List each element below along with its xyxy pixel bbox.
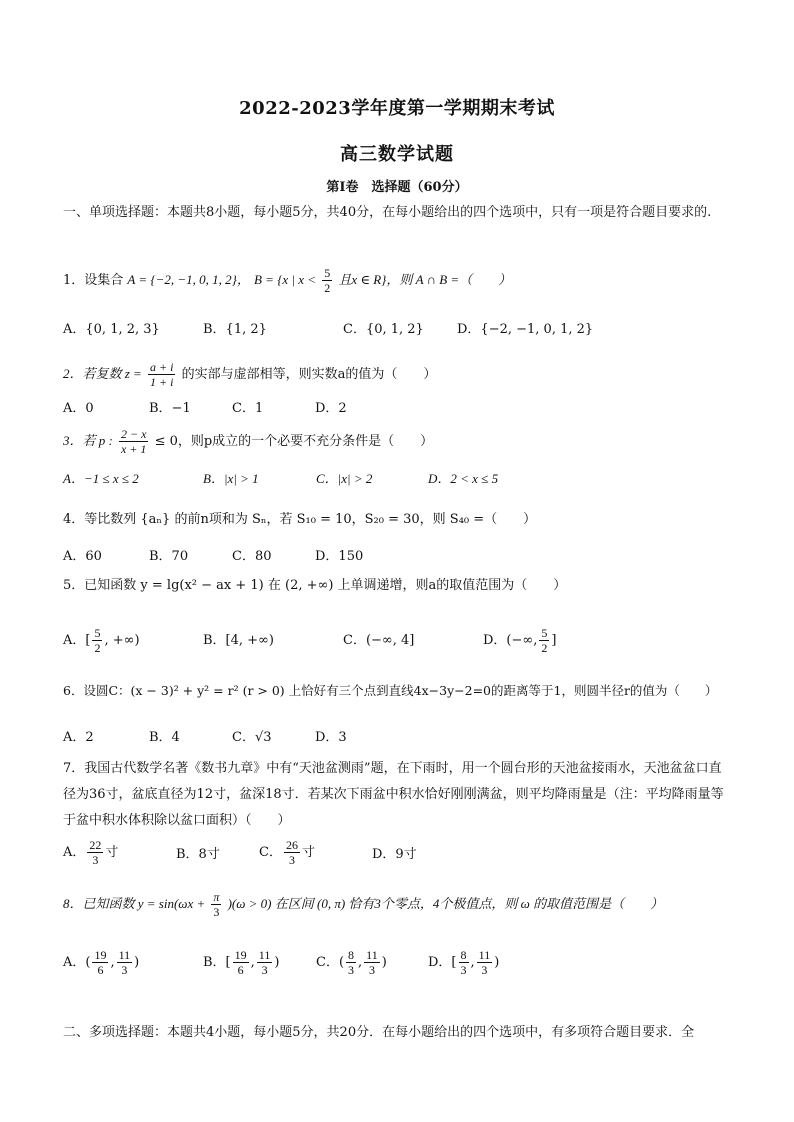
question-1 [63,266,734,295]
exam-subtitle: 高三数学试题 [340,144,454,165]
q3-option-a[interactable]: A．−1 ≤ x ≤ 2 [63,471,139,486]
question-2 [63,360,734,389]
q2-prefix: 2．若复数 z = [63,366,142,381]
q6-option-d[interactable]: D．3 [315,730,347,745]
q5-option-d[interactable]: D．(−∞, $\frac{5}{2}$ ] [483,626,557,655]
part-heading: 第Ⅰ卷 选择题（60分） [326,180,468,195]
q6-option-b[interactable]: B．4 [149,730,180,745]
q1-option-a[interactable]: A．{0, 1, 2, 3} [63,322,160,337]
q2-option-b[interactable]: B．−1 [149,401,191,416]
q6-option-c[interactable]: C．√3 [232,730,272,745]
q7-option-a[interactable]: A． $\frac{22}{3}$ 寸 [63,838,119,867]
q3-option-d[interactable]: D．2 < x ≤ 5 [428,471,499,486]
q5-option-a[interactable]: A．[ $\frac{5}{2}$ , +∞) [63,626,140,655]
q8-option-b[interactable]: B．[ $\frac{19}{6}$ , $\frac{11}{3}$ ) [203,948,280,977]
exam-title: 2022-2023学年度第一学期期末考试 [239,98,555,119]
q1-option-c[interactable]: C．{0, 1, 2} [343,322,424,337]
q2-option-d[interactable]: D．2 [315,401,347,416]
question-5: 5．已知函数 y = lg(x² − ax + 1) 在 (2, +∞) 上单调递增，则a的取值范围为（ ） [63,578,567,593]
q6-option-a[interactable]: A．2 [63,730,94,745]
q3-suffix: ≤ 0，则p成立的一个必要不充分条件是（ ） [154,434,434,449]
q3-fraction: $\frac{2 - x}{x + 1}$ [120,427,147,456]
q3-option-c[interactable]: C．|x| > 2 [316,471,373,486]
section2-intro: 二、多项选择题：本题共4小题，每小题5分，共20分．在每小题给出的四个选项中，有多项符合题目要求．全 [63,1025,695,1040]
q4-option-b[interactable]: B．70 [149,549,189,564]
question-6: 6．设圆C：(x − 3)² + y² = r² (r > 0) 上恰好有三个点到直线4x−3y−2=0的距离等于1，则圆半径r的值为（ ） [63,683,718,698]
q1-option-b[interactable]: B．{1, 2} [203,322,267,337]
q1-option-d[interactable]: D．{−2, −1, 0, 1, 2} [457,322,594,337]
q8-option-d[interactable]: D．[ $\frac{8}{3}$ , $\frac{11}{3}$ ) [428,948,500,977]
q7-option-c[interactable]: C． $\frac{26}{3}$ 寸 [259,838,315,867]
q4-option-a[interactable]: A．60 [63,549,102,564]
q1-number: 1．设集合 [63,273,124,288]
q2-option-c[interactable]: C．1 [232,401,264,416]
q4-option-c[interactable]: C．80 [232,549,272,564]
q8-fraction: $\frac{\pi}{3}$ [213,890,220,919]
q2-suffix: 的实部与虚部相等，则实数a的值为（ ） [181,367,437,382]
q1-set-b-lhs: B = {x | x < [253,272,317,287]
q4-option-d[interactable]: D．150 [315,549,364,564]
q3-prefix: 3．若 p : [63,433,113,448]
q1-fraction: $\frac{5}{2}$ [324,266,331,295]
q1-set-b-rhs: 且x ∈ R}，则 A ∩ B =（ ） [338,272,512,287]
question-3 [63,427,734,456]
q8-option-c[interactable]: C．( $\frac{8}{3}$ , $\frac{11}{3}$ ) [316,948,387,977]
q1-set-a: A = {−2, −1, 0, 1, 2}， [127,272,250,287]
q8-suffix: )(ω > 0) 在区间 (0, π) 恰有3个零点，4个极值点，则 ω 的取值范围是（ ） [227,896,664,911]
q3-option-b[interactable]: B．|x| > 1 [203,471,259,486]
q8-option-a[interactable]: A．( $\frac{19}{6}$ , $\frac{11}{3}$ ) [63,948,140,977]
q5-option-c[interactable]: C．(−∞, 4] [343,633,415,648]
q2-fraction: $\frac{a + i}{1 + i}$ [149,360,174,389]
q7-option-b[interactable]: B．8寸 [176,847,220,862]
q7-option-d[interactable]: D．9寸 [372,847,417,862]
q5-option-b[interactable]: B．[4, +∞) [203,633,274,648]
section1-intro: 一、单项选择题：本题共8小题，每小题5分，共40分，在每小题给出的四个选项中，只有一项是符合题目要求的. [63,205,712,220]
question-8 [63,890,734,919]
q8-prefix: 8．已知函数 y = sin(ωx + [63,896,206,911]
q2-option-a[interactable]: A．0 [63,401,94,416]
question-7: 7．我国古代数学名著《数书九章》中有“天池盆测雨”题，在下雨时，用一个圆台形的天池盆接雨水，天池盆盆口直径为36寸，盆底直径为12寸，盆深18寸．若某次下雨盆中积水恰好刚刚满盆，则平均降雨量是（注：平均降雨量等于盆中积水体积除以盆口面积）（ ） [63,761,724,828]
question-4: 4．等比数列 {aₙ} 的前n项和为 Sₙ，若 S₁₀ = 10，S₂₀ = 30，则 S₄₀ =（ ） [63,512,537,527]
